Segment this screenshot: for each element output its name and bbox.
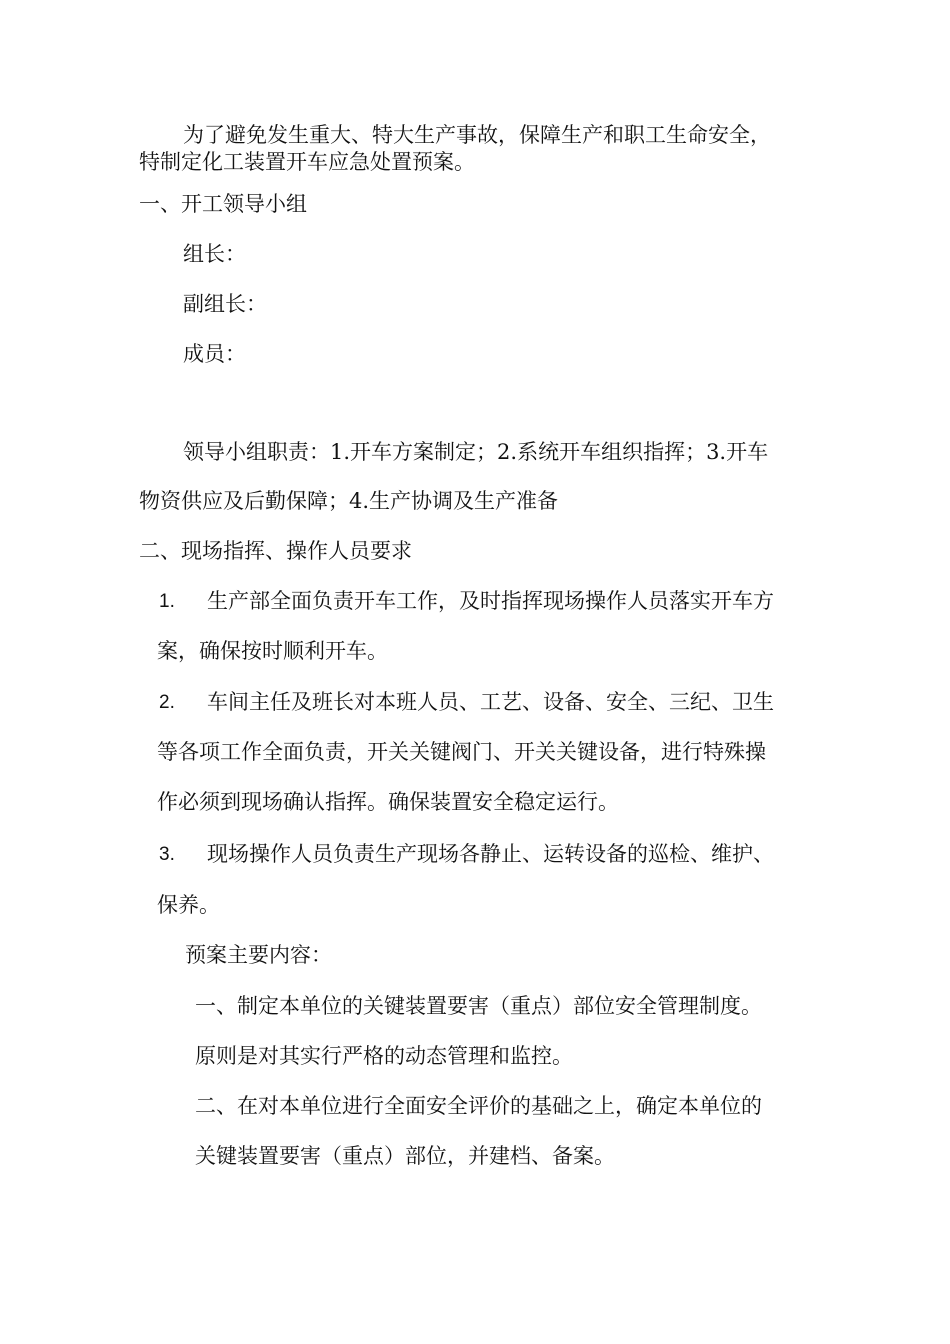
list-item-3-line-1: 现场操作人员负责生产现场各静止、运转设备的巡检、维护、 (207, 842, 774, 866)
section-1-heading: 一、开工领导小组 (139, 192, 307, 216)
list-item-number: 3. (159, 844, 175, 865)
list-item-number: 2. (159, 692, 175, 713)
list-item-2-line-3: 作必须到现场确认指挥。确保装置安全稳定运行。 (157, 790, 619, 814)
list-item-2-line-2: 等各项工作全面负责，开关关键阀门、开关关键设备，进行特殊操 (157, 740, 766, 764)
list-item-3-line-2: 保养。 (157, 893, 220, 917)
plan-item-2-line-2: 关键装置要害（重点）部位，并建档、备案。 (195, 1144, 615, 1168)
section-2-heading: 二、现场指挥、操作人员要求 (139, 539, 412, 563)
plan-item-1-line-2: 原则是对其实行严格的动态管理和监控。 (195, 1044, 573, 1068)
duties-line-1: 领导小组职责：1.开车方案制定；2.系统开车组织指挥；3.开车 (183, 440, 769, 464)
intro-line-1: 为了避免发生重大、特大生产事故，保障生产和职工生命安全， (183, 123, 771, 147)
plan-item-1-line-1: 一、制定本单位的关键装置要害（重点）部位安全管理制度。 (195, 994, 762, 1018)
list-item-1-line-2: 案，确保按时顺利开车。 (157, 639, 388, 663)
plan-heading: 预案主要内容： (185, 943, 332, 967)
plan-item-2-line-1: 二、在对本单位进行全面安全评价的基础之上，确定本单位的 (195, 1094, 762, 1118)
list-item-1-line-1: 生产部全面负责开车工作，及时指挥现场操作人员落实开车方 (207, 589, 774, 613)
list-item-2-line-1: 车间主任及班长对本班人员、工艺、设备、安全、三纪、卫生 (207, 690, 774, 714)
leader-label: 组长： (183, 242, 246, 266)
members-label: 成员： (183, 342, 246, 366)
list-item-number: 1. (159, 591, 175, 612)
intro-line-2: 特制定化工装置开车应急处置预案。 (139, 150, 475, 174)
deputy-leader-label: 副组长： (183, 292, 267, 316)
duties-line-2: 物资供应及后勤保障；4.生产协调及生产准备 (139, 489, 559, 513)
